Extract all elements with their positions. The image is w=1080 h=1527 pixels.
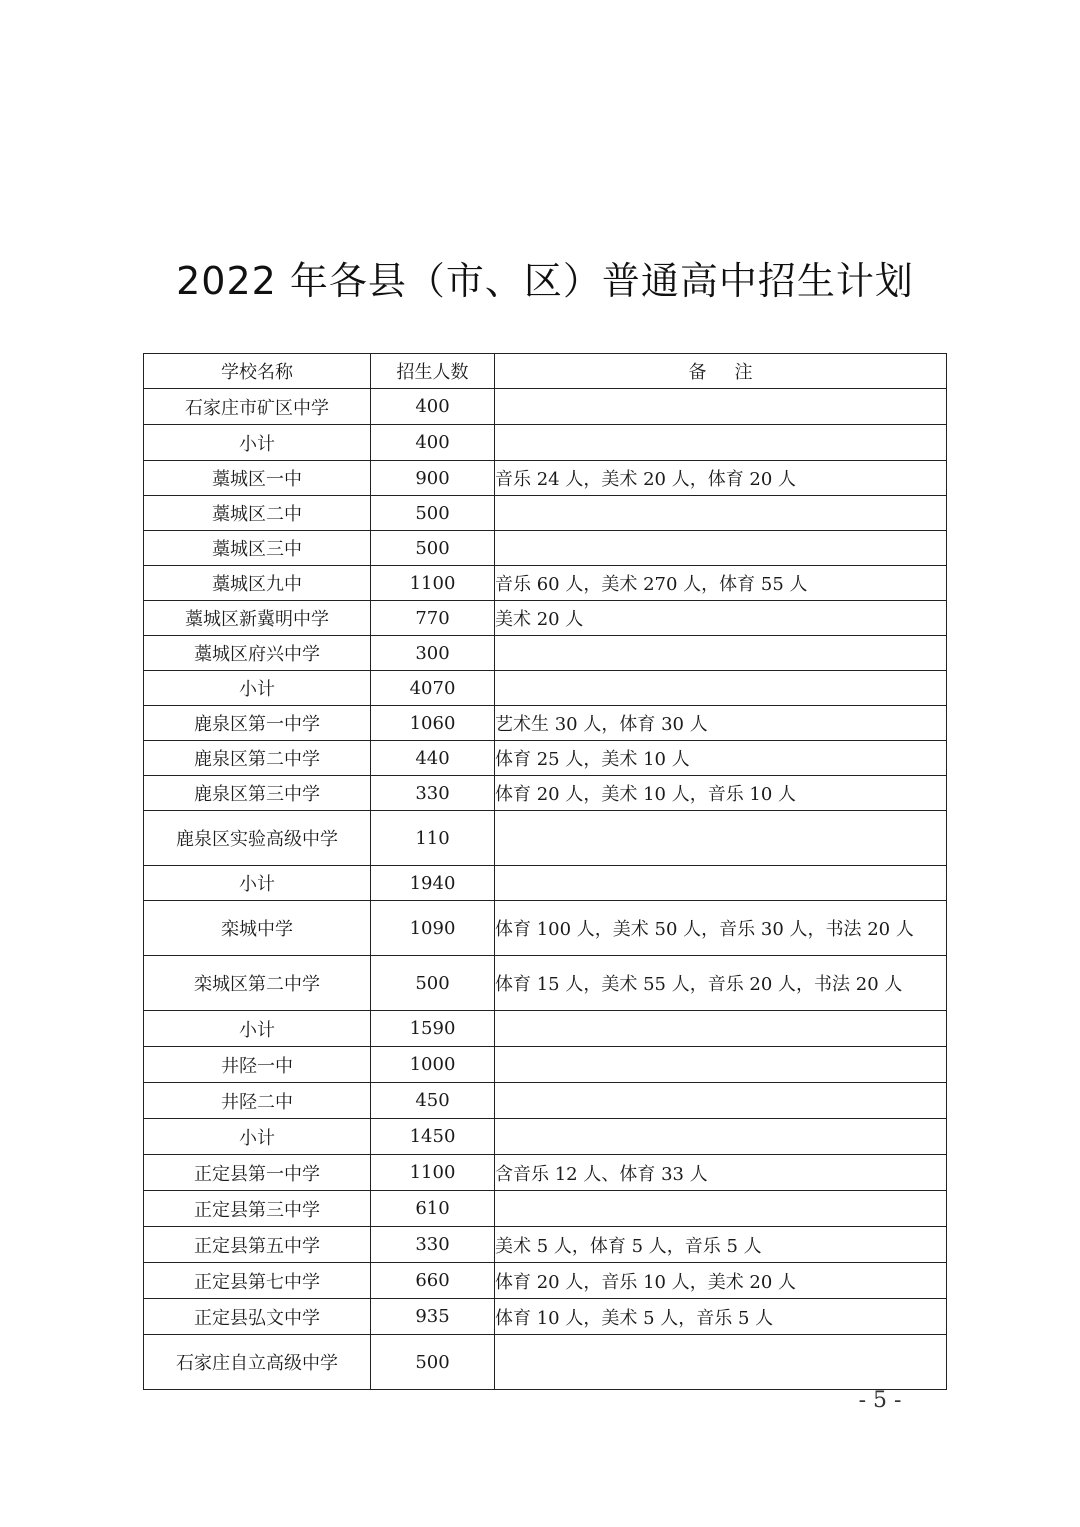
- table-row: [144, 901, 947, 956]
- enrollment-count: 400: [371, 389, 495, 425]
- table-row: [144, 601, 947, 636]
- table-row: [144, 776, 947, 811]
- table-row: [144, 1083, 947, 1119]
- school-name: 藁城区府兴中学: [144, 636, 371, 671]
- enrollment-count: 110: [371, 811, 495, 866]
- school-name: 正定县弘文中学: [144, 1299, 371, 1335]
- remarks: [495, 671, 947, 706]
- enrollment-count: 400: [371, 425, 495, 461]
- table-row: [144, 706, 947, 741]
- enrollment-count: 1100: [371, 566, 495, 601]
- remarks: [495, 1119, 947, 1155]
- header-enrollment-count: 招生人数: [371, 354, 495, 389]
- remarks: 体育 15 人，美术 55 人，音乐 20 人，书法 20 人: [495, 956, 947, 1011]
- remarks: 体育 100 人，美术 50 人，音乐 30 人，书法 20 人: [495, 901, 947, 956]
- remarks: [495, 866, 947, 901]
- remarks: 含音乐 12 人、体育 33 人: [495, 1155, 947, 1191]
- remarks: [495, 1335, 947, 1390]
- enrollment-count: 500: [371, 956, 495, 1011]
- table-row: [144, 1047, 947, 1083]
- remarks: [495, 496, 947, 531]
- school-name: 小计: [144, 1119, 371, 1155]
- remarks: [495, 531, 947, 566]
- school-name: 小计: [144, 1011, 371, 1047]
- remarks: [495, 1191, 947, 1227]
- school-name: 小计: [144, 866, 371, 901]
- enrollment-count: 330: [371, 1227, 495, 1263]
- remarks: 体育 10 人，美术 5 人，音乐 5 人: [495, 1299, 947, 1335]
- remarks: [495, 636, 947, 671]
- remarks: 体育 25 人，美术 10 人: [495, 741, 947, 776]
- school-name: 藁城区三中: [144, 531, 371, 566]
- page-title: 2022 年各县（市、区）普通高中招生计划: [176, 259, 914, 303]
- table-row: [144, 425, 947, 461]
- school-name: 小计: [144, 425, 371, 461]
- enrollment-count: 500: [371, 531, 495, 566]
- remarks: 美术 5 人，体育 5 人，音乐 5 人: [495, 1227, 947, 1263]
- enrollment-count: 4070: [371, 671, 495, 706]
- table-row: [144, 1227, 947, 1263]
- enrollment-count: 330: [371, 776, 495, 811]
- school-name: 正定县第七中学: [144, 1263, 371, 1299]
- enrollment-count: 610: [371, 1191, 495, 1227]
- remarks: [495, 389, 947, 425]
- table-row: [144, 1155, 947, 1191]
- school-name: 石家庄自立高级中学: [144, 1335, 371, 1390]
- enrollment-count: 1940: [371, 866, 495, 901]
- remarks: [495, 1047, 947, 1083]
- enrollment-count: 500: [371, 1335, 495, 1390]
- header-remarks: 备注: [495, 354, 947, 389]
- table-row: [144, 1119, 947, 1155]
- school-name: 石家庄市矿区中学: [144, 389, 371, 425]
- enrollment-count: 1060: [371, 706, 495, 741]
- table-row: [144, 1011, 947, 1047]
- school-name: 藁城区九中: [144, 566, 371, 601]
- table-row: [144, 811, 947, 866]
- remarks: [495, 1011, 947, 1047]
- remarks: [495, 425, 947, 461]
- enrollment-count: 1450: [371, 1119, 495, 1155]
- table-row: [144, 531, 947, 566]
- school-name: 小计: [144, 671, 371, 706]
- remarks: 体育 20 人，音乐 10 人，美术 20 人: [495, 1263, 947, 1299]
- enrollment-plan-table: [143, 353, 947, 1390]
- enrollment-count: 1090: [371, 901, 495, 956]
- school-name: 藁城区一中: [144, 461, 371, 496]
- table-row: [144, 636, 947, 671]
- school-name: 正定县第五中学: [144, 1227, 371, 1263]
- header-school-name: 学校名称: [144, 354, 371, 389]
- school-name: 鹿泉区第二中学: [144, 741, 371, 776]
- enrollment-count: 500: [371, 496, 495, 531]
- school-name: 井陉二中: [144, 1083, 371, 1119]
- remarks: [495, 1083, 947, 1119]
- table-header-row: [144, 354, 947, 389]
- remarks: 体育 20 人，美术 10 人，音乐 10 人: [495, 776, 947, 811]
- enrollment-count: 1590: [371, 1011, 495, 1047]
- school-name: 藁城区新冀明中学: [144, 601, 371, 636]
- table-row: [144, 956, 947, 1011]
- school-name: 鹿泉区实验高级中学: [144, 811, 371, 866]
- school-name: 正定县第三中学: [144, 1191, 371, 1227]
- enrollment-count: 900: [371, 461, 495, 496]
- table-row: [144, 741, 947, 776]
- enrollment-count: 770: [371, 601, 495, 636]
- enrollment-count: 660: [371, 1263, 495, 1299]
- table-row: [144, 1335, 947, 1390]
- remarks: 美术 20 人: [495, 601, 947, 636]
- school-name: 鹿泉区第一中学: [144, 706, 371, 741]
- table-row: [144, 496, 947, 531]
- enrollment-count: 1000: [371, 1047, 495, 1083]
- school-name: 栾城中学: [144, 901, 371, 956]
- table-row: [144, 1263, 947, 1299]
- enrollment-count: 300: [371, 636, 495, 671]
- remarks: 音乐 60 人，美术 270 人，体育 55 人: [495, 566, 947, 601]
- page-number: - 5 -: [858, 1388, 902, 1413]
- enrollment-count: 450: [371, 1083, 495, 1119]
- enrollment-count: 1100: [371, 1155, 495, 1191]
- school-name: 正定县第一中学: [144, 1155, 371, 1191]
- remarks: 艺术生 30 人，体育 30 人: [495, 706, 947, 741]
- table-row: [144, 389, 947, 425]
- table-row: [144, 566, 947, 601]
- remarks: [495, 811, 947, 866]
- school-name: 井陉一中: [144, 1047, 371, 1083]
- table-row: [144, 461, 947, 496]
- school-name: 鹿泉区第三中学: [144, 776, 371, 811]
- table-row: [144, 1299, 947, 1335]
- enrollment-count: 440: [371, 741, 495, 776]
- table-row: [144, 866, 947, 901]
- school-name: 栾城区第二中学: [144, 956, 371, 1011]
- table-row: [144, 1191, 947, 1227]
- school-name: 藁城区二中: [144, 496, 371, 531]
- remarks: 音乐 24 人，美术 20 人，体育 20 人: [495, 461, 947, 496]
- enrollment-count: 935: [371, 1299, 495, 1335]
- table-row: [144, 671, 947, 706]
